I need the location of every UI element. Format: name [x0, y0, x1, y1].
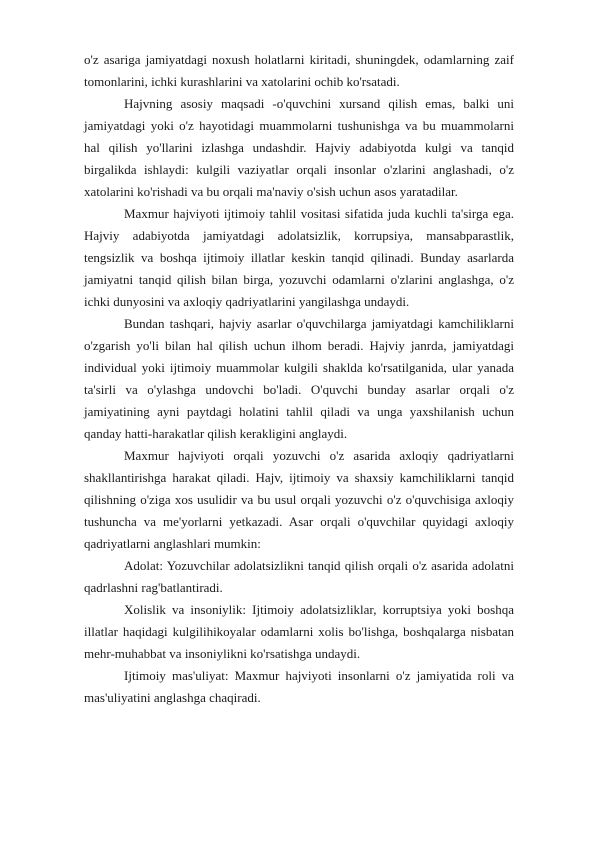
- paragraph-2: Hajvning asosiy maqsadi -o'quvchini xursand qilish emas, balki uni jamiyatdagi yoki o'z hayotidagi muammolarni tushunishga va bu muammolarni hal qilish yo'llarini izlashga undashdir. Hajviy adabiyotda kulgi va tanqid birgalikda ishlaydi: kulgili vaziyatlar orqali insonlar o'zlarini anglashadi, o'z xatolarini ko'rishadi va bu orqali ma'naviy o'sish uchun asos yaratadilar.: [84, 96, 514, 199]
- paragraph-7: Xolislik va insoniylik: Ijtimoiy adolatsizliklar, korruptsiya yoki boshqa illatlar haqidagi kulgilihikoyalar odamlarni xolis bo'lishga, boshqalarga nisbatan mehr-muhabbat va insoniylikni ko'rsatishga undaydi.: [84, 602, 514, 661]
- paragraph-5: Maxmur hajviyoti orqali yozuvchi o'z asarida axloqiy qadriyatlarni shakllantirishga harakat qiladi. Hajv, ijtimoiy va shaxsiy kamchiliklarni tanqid qilishning o'ziga xos usulidir va bu usul orqali yozuvchi o'z o'quvchisiga axloqiy tushuncha va me'yorlarni yetkazadi. Asar orqali o'quvchilar quyidagi axloqiy qadriyatlarni anglashlari mumkin:: [84, 448, 514, 551]
- document-page: [84, 49, 514, 709]
- paragraph-8: Ijtimoiy mas'uliyat: Maxmur hajviyoti insonlarni o'z jamiyatida roli va mas'uliyatini anglashga chaqiradi.: [84, 668, 514, 705]
- paragraph-4: Bundan tashqari, hajviy asarlar o'quvchilarga jamiyatdagi kamchiliklarni o'zgarish yo'li bilan hal qilish uchun ilhom beradi. Hajviy janrda, jamiyatdagi individual yoki ijtimoiy muammolar kulgili shaklda ko'rsatilganida, ular yanada ta'sirli va o'ylashga undovchi bo'ladi. O'quvchi bunday asarlar orqali o'z jamiyatining ayni paytdagi holatini tahlil qiladi va unga yaxshilanish uchun qanday hatti-harakatlar qilish kerakligini anglaydi.: [84, 316, 514, 441]
- paragraph-6: Adolat: Yozuvchilar adolatsizlikni tanqid qilish orqali o'z asarida adolatni qadrlashni rag'batlantiradi.: [84, 558, 514, 595]
- paragraph-1: o'z asariga jamiyatdagi noxush holatlarni kiritadi, shuningdek, odamlarning zaif tomonlarini, ichki kurashlarini va xatolarini ochib ko'rsatadi.: [84, 52, 514, 89]
- paragraph-3: Maxmur hajviyoti ijtimoiy tahlil vositasi sifatida juda kuchli ta'sirga ega. Hajviy adabiyotda jamiyatdagi adolatsizlik, korrupsiya, mansabparastlik, tengsizlik va boshqa ijtimoiy illatlar keskin tanqid qilinadi. Bunday asarlarda jamiyatni tanqid qilish bilan birga, yozuvchi odamlarni o'zlarini anglashga, o'z ichki dunyosini va axloqiy qadriyatlarini yangilashga undaydi.: [84, 206, 514, 309]
